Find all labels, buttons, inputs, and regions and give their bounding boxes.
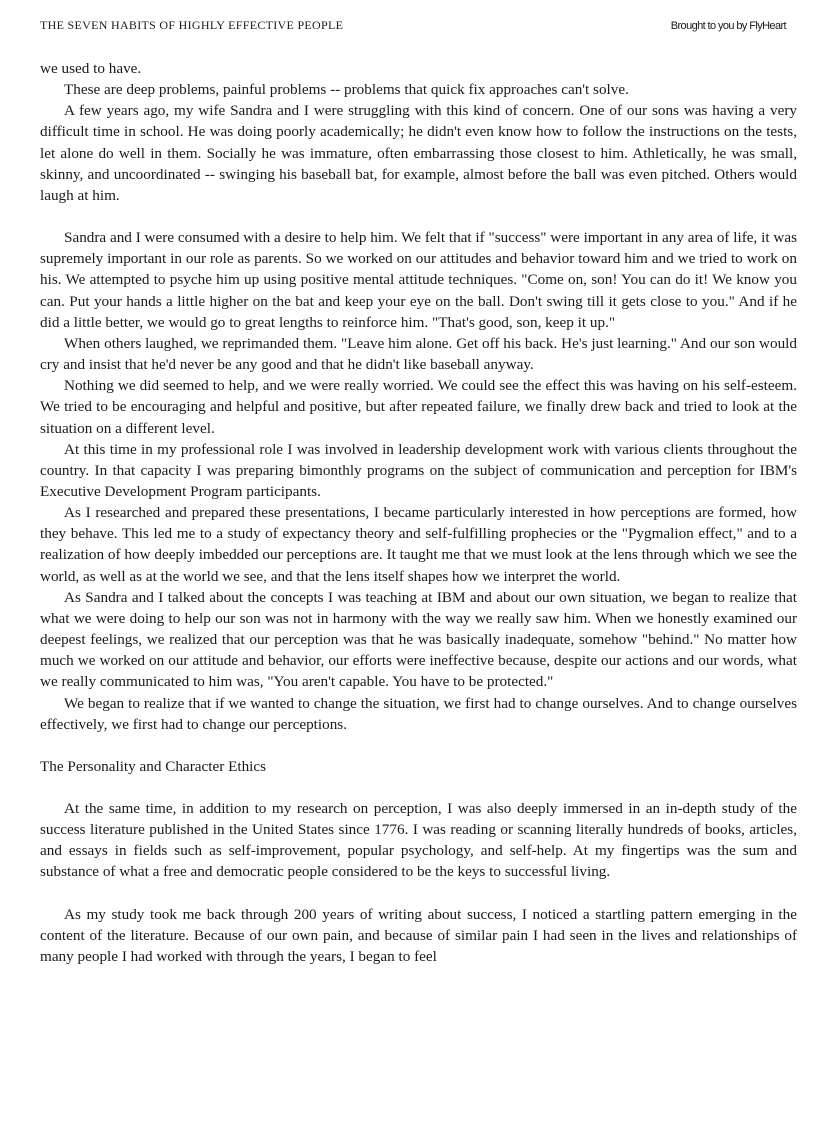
running-header bbox=[40, 18, 786, 34]
paragraph: At this time in my professional role I was involved in leadership development work with various clients throughout the country. In that capacity I was preparing bimonthly programs on the subject of communication and perception for IBM's Executive Development Program participants. bbox=[40, 440, 797, 500]
paragraph: We began to realize that if we wanted to change the situation, we first had to change ourselves. And to change ourselves effectively, we first had to change our perceptions. bbox=[40, 694, 797, 733]
paragraph: As my study took me back through 200 years of writing about success, I noticed a startling pattern emerging in the content of the literature. Because of our own pain, and because of similar pain I had seen in the lives and relationships of many people I had worked with through the years, I began to feel bbox=[40, 905, 797, 965]
paragraph: These are deep problems, painful problems -- problems that quick fix approaches can't solve. bbox=[64, 81, 629, 99]
paragraph: Sandra and I were consumed with a desire to help him. We felt that if "success" were important in any area of life, it was supremely important in our role as parents. So we worked on our attitudes and behavior toward him and we tried to work on his. We attempted to psyche him up using positive mental attitude techniques. "Come on, son! You can do it! We know you can. Put your hands a little higher on the bat and keep your eye on the ball. Don't swing till it gets close to you." And if he did a little better, we would go to great lengths to reinforce him. "That's good, son, keep it up." bbox=[40, 229, 797, 331]
paragraph: As I researched and prepared these presentations, I became particularly interested in how perceptions are formed, how they behave. This led me to a study of expectancy theory and self-fulfilling prophecies or the "Pygmalion effect," and to a realization of how deeply imbedded our perceptions are. It taught me that we must look at the lens through which we see the world, as well as at the world we see, and that the lens itself shapes how we interpret the world. bbox=[40, 504, 797, 585]
paragraph: When others laughed, we reprimanded them. "Leave him alone. Get off his back. He's just learning." And our son would cry and insist that he'd never be any good and that he didn't like baseball anyway. bbox=[40, 334, 797, 374]
paragraph: Nothing we did seemed to help, and we were really worried. We could see the effect this was having on his self-esteem. We tried to be encouraging and helpful and positive, but after repeated failure, we finally drew back and tried to look at the situation on a different level. bbox=[40, 377, 797, 437]
paragraph: As Sandra and I talked about the concepts I was teaching at IBM and about our own situation, we began to realize that what we were doing to help our son was not in harmony with the way we really saw him. When we honestly examined our deepest feelings, we realized that our perception was that he was basically inadequate, somehow "behind." No matter how much we worked on our attitude and behavior, our efforts were ineffective because, despite our actions and our words, what we really communicated to him was, "You aren't capable. You have to be protected." bbox=[40, 588, 797, 691]
paragraph: A few years ago, my wife Sandra and I were struggling with this kind of concern. One of our sons was having a very difficult time in school. He was doing poorly academically; he didn't even know how to follow the instructions on the tests, let alone do well in them. Socially he was immature, often embarrassing those closest to him. Athletically, he was small, skinny, and uncoordinated -- swinging his baseball bat, for example, almost before the ball was even pitched. Others would laugh at him. bbox=[40, 102, 797, 204]
book-title: THE SEVEN HABITS OF HIGHLY EFFECTIVE PEOPLE bbox=[40, 18, 344, 32]
section-heading: The Personality and Character Ethics bbox=[40, 757, 267, 775]
body-text bbox=[40, 58, 797, 967]
paragraph: we used to have. bbox=[40, 60, 142, 77]
paragraph: At the same time, in addition to my research on perception, I was also deeply immersed in an in-depth study of the success literature published in the United States since 1776. I was reading or scanning literally hundreds of books, articles, and essays in fields such as self-improvement, popular psychology, and self-help. At my fingertips was the sum and substance of what a free and democratic people considered to be the keys to successful living. bbox=[40, 800, 797, 881]
source-credit: Brought to you by FlyHeart bbox=[670, 20, 786, 32]
